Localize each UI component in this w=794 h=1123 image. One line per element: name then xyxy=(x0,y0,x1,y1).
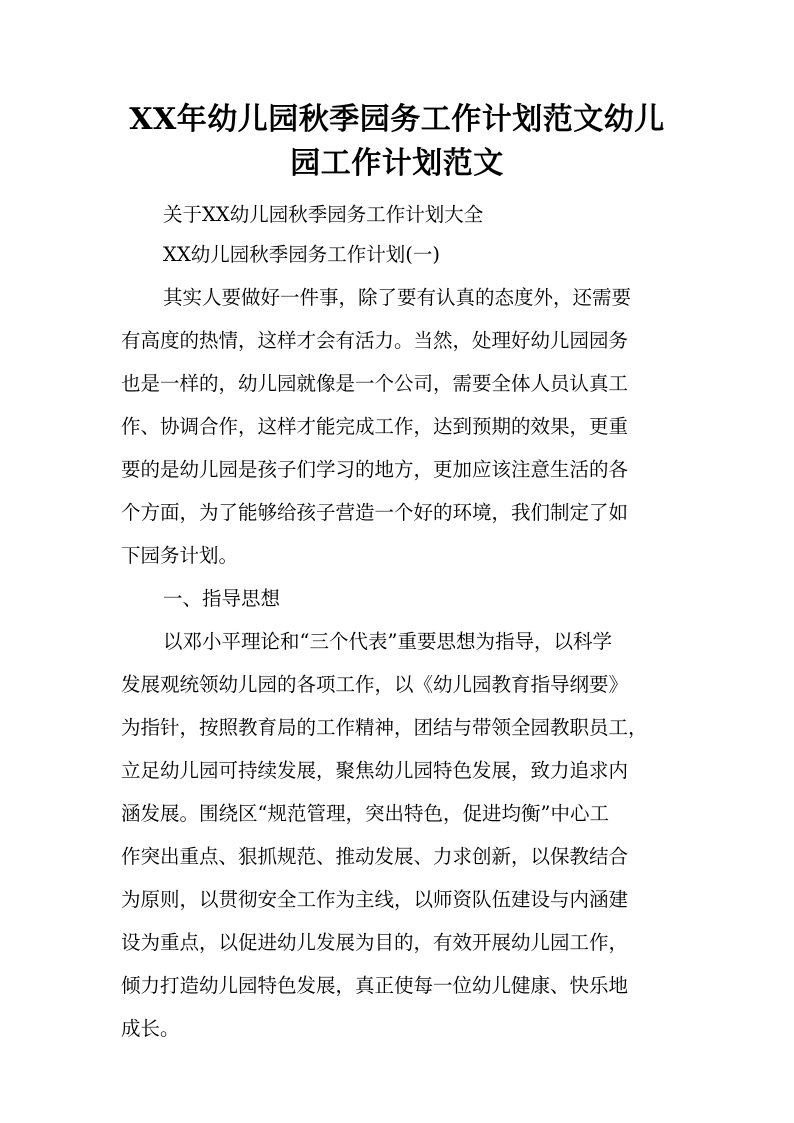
paragraph-line: 成长。 xyxy=(121,1017,180,1040)
paragraph-line: 立足幼儿园可持续发展，聚焦幼儿园特色发展，致力追求内 xyxy=(121,759,629,782)
paragraph-line: 要的是幼儿园是孩子们学习的地方，更加应该注意生活的各 xyxy=(121,458,629,481)
subtitle-line: 关于XX幼儿园秋季园务工作计划大全 xyxy=(163,203,484,226)
paragraph-line: 倾力打造幼儿园特色发展，真正使每一位幼儿健康、快乐地 xyxy=(121,974,629,997)
paragraph-line: 涵发展。围绕区“规范管理，突出特色，促进均衡”中心工 xyxy=(121,802,609,825)
paragraph-line: 为指针，按照教育局的工作精神，团结与带领全园教职员工， xyxy=(121,716,648,739)
paragraph-line: 发展观统领幼儿园的各项工作，以《幼儿园教育指导纲要》 xyxy=(121,673,629,696)
paragraph-line: 作、协调合作，这样才能完成工作，达到预期的效果，更重 xyxy=(121,415,629,438)
paragraph-line: 个方面，为了能够给孩子营造一个好的环境，我们制定了如 xyxy=(121,501,629,524)
paragraph-line: 下园务计划。 xyxy=(121,544,239,567)
title-line-2: 园工作计划范文 xyxy=(290,146,504,181)
paragraph-line: 有高度的热情，这样才会有活力。当然，处理好幼儿园园务 xyxy=(121,329,629,352)
document-title xyxy=(110,98,684,186)
title-line-1: XX年幼儿园秋季园务工作计划范文幼儿 xyxy=(129,102,665,137)
section-heading: XX幼儿园秋季园务工作计划(一) xyxy=(163,243,440,266)
paragraph-line: 其实人要做好一件事，除了要有认真的态度外，还需要 xyxy=(163,286,632,309)
paragraph-line: 设为重点，以促进幼儿发展为目的，有效开展幼儿园工作， xyxy=(121,931,629,954)
paragraph-line: 为原则，以贯彻安全工作为主线，以师资队伍建设与内涵建 xyxy=(121,888,629,911)
section-heading: 一、指导思想 xyxy=(163,587,281,610)
paragraph-line: 也是一样的，幼儿园就像是一个公司，需要全体人员认真工 xyxy=(121,372,629,395)
paragraph-line: 作突出重点、狠抓规范、推动发展、力求创新，以保教结合 xyxy=(121,845,629,868)
paragraph-line: 以邓小平理论和“三个代表”重要思想为指导，以科学 xyxy=(163,630,612,653)
